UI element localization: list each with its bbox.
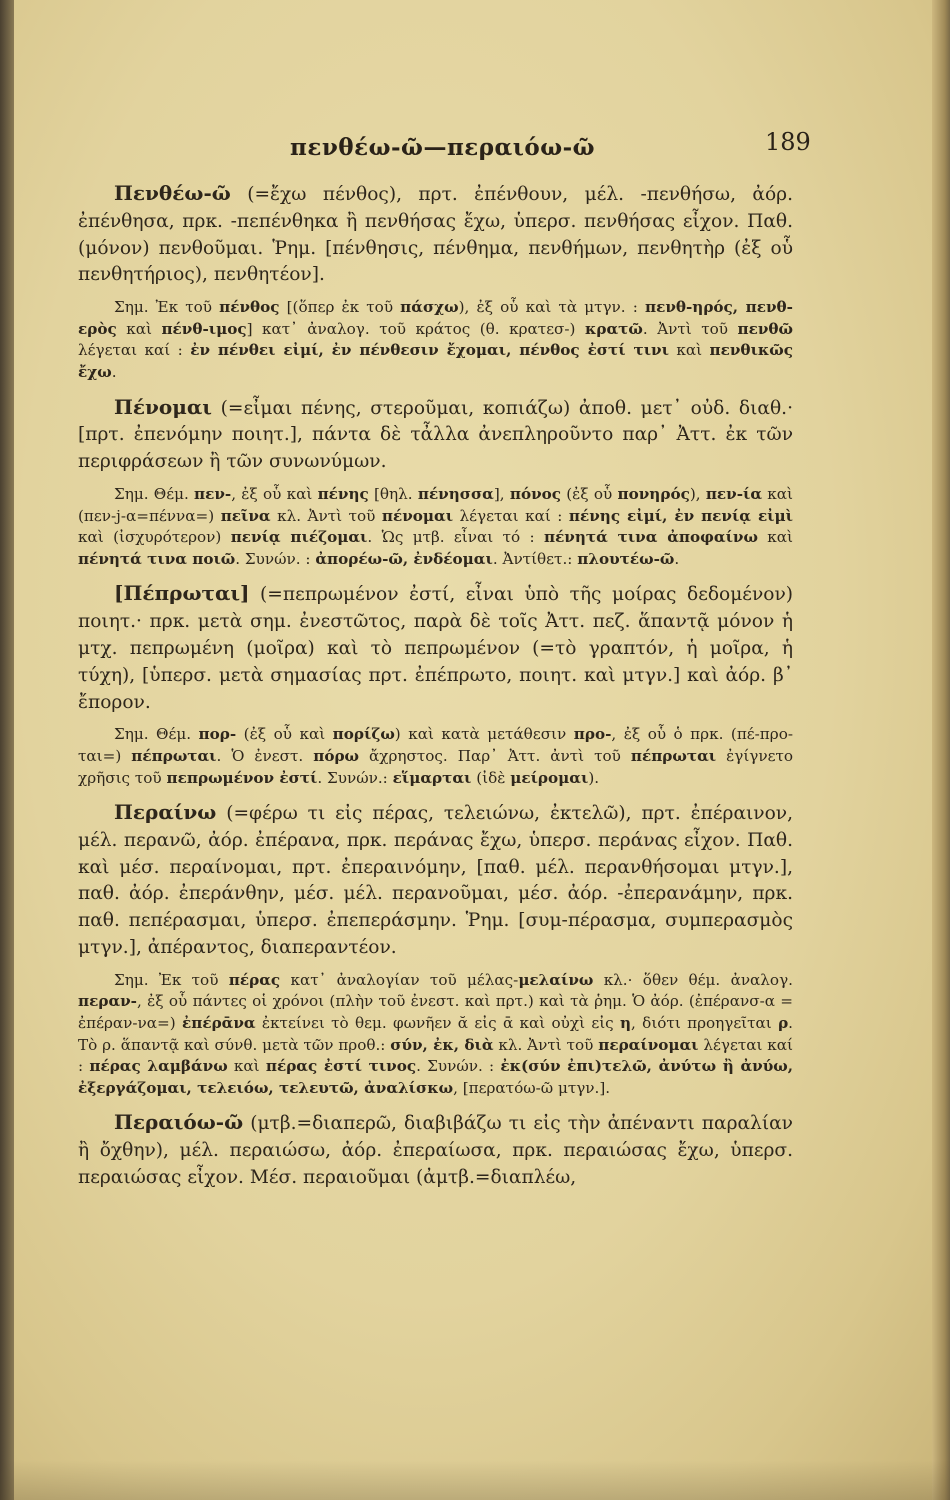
note-term: πέρας λαμβάνω [89, 1057, 228, 1076]
note-term: πέπρωται [630, 746, 717, 765]
note-term: πένομαι [381, 506, 454, 525]
note-term: πένθ-ιμος [161, 319, 247, 338]
note-term: πόρω [313, 746, 360, 765]
note-text: κατ᾽ ἀναλογίαν τοῦ μέλας- [280, 970, 519, 989]
page-header [0, 128, 950, 168]
note-term: πορίζω [332, 725, 395, 744]
note-term: πενθῶ [737, 319, 794, 338]
note-term: ἀπορέω-ῶ, ἐνδέομαι [315, 549, 493, 568]
page-number: 189 [765, 128, 811, 156]
entry-block [78, 394, 793, 571]
note-text: καὶ [668, 341, 710, 360]
note-text: (ἐξ οὗ καὶ [236, 725, 333, 744]
note-text: . Συνών. : [416, 1057, 501, 1076]
note-text: Σημ. Θέμ. [114, 725, 199, 744]
note-text: . Ὡς μτβ. εἶναι τό : [367, 528, 544, 547]
note-text: . Συνών. : [235, 549, 316, 568]
note-term: πεῖνα [220, 506, 271, 525]
note-text: , ἐξ οὗ πάντες οἱ χρόνοι (πλὴν τοῦ ἐνεστ. καὶ πρτ.) καὶ τὰ ῥημ. Ὁ ἀόρ. (ἐπέρανσ-α = ἐπέραν-να=) [78, 992, 793, 1033]
note-term: πέρας [228, 970, 281, 989]
note-text: (ἐξ οὗ [561, 484, 618, 503]
note-term: περαίνομαι [598, 1035, 699, 1054]
page-bottom-shadow [0, 1460, 950, 1500]
note-text: Σημ. Ἐκ τοῦ [114, 970, 229, 989]
note-text: , [περατόω-ῶ μτγν.]. [453, 1078, 611, 1097]
note-text: (ἰδὲ [471, 768, 511, 787]
dictionary-entry [78, 1109, 793, 1191]
entry-block [78, 580, 793, 789]
note-text: ] κατ᾽ ἀναλογ. τοῦ κράτος (θ. κρατεσ-) [246, 319, 585, 338]
entry-block [78, 1109, 793, 1191]
note-term: προ- [573, 725, 612, 744]
note-term: πέπρωται [131, 746, 217, 765]
note-term: πάσχω [400, 298, 459, 317]
note-term: μείρομαι [510, 768, 589, 787]
entry-text: (μτβ.=διαπερῶ, διαβιβάζω τι εἰς τὴν ἀπέναντι παραλίαν ἢ ὄχθην), μέλ. περαιώσω, ἀόρ. ἐπεραίωσα, πρκ. περαιώσας ἔχω, ὑπερσ. περαιώσας εἶχον. Μέσ. περαιοῦμαι (ἀμτβ.=διαπλέω, [78, 1113, 793, 1189]
entry-text: (=ἔχω πένθος), πρτ. ἐπένθουν, μέλ. -πενθήσω, ἀόρ. ἐπένθησα, πρκ. -πεπένθηκα ἢ πενθήσας ἔχω, ὑπερσ. πενθήσας εἶχον. Παθ. (μόνον) πενθοῦμαι. Ῥημ. [πένθησις, πένθημα, πενθήμων, πενθητὴρ (ἐξ οὗ πενθητήριος), πενθητέον]. [78, 184, 793, 286]
entry-note [78, 297, 793, 383]
note-text: κλ. Ἀντὶ τοῦ [270, 506, 382, 525]
note-term: πέρας ἐστί τινος [265, 1057, 417, 1076]
note-term: ἐν πένθει εἰμί, ἐν πένθεσιν ἔχομαι, πένθος ἐστί τινι [190, 341, 669, 360]
entry-headword: Πένομαι [114, 394, 212, 419]
entry-note [78, 484, 793, 570]
note-text: κλ.· ὅθεν θέμ. ἀναλογ. [593, 970, 793, 989]
note-term: πεν-ία [705, 484, 763, 503]
note-text: Σημ. Θέμ. [114, 484, 195, 503]
note-text: [θηλ. [368, 484, 418, 503]
note-text: καὶ [757, 528, 794, 547]
note-term: πένης εἰμί, ἐν πενίᾳ εἰμὶ [568, 506, 793, 525]
entry-headword: [Πέπρωται] [114, 581, 250, 606]
note-term: εἵμαρται [392, 768, 472, 787]
note-term: πόνος [509, 484, 561, 503]
note-text: . Ἀντίθετ.: [492, 549, 578, 568]
note-term: σύν, ἐκ, διὰ [390, 1035, 494, 1054]
dictionary-entry [78, 180, 793, 289]
note-text: . Ἀντὶ τοῦ [642, 319, 738, 338]
entry-headword: Περαίνω [114, 800, 217, 825]
note-term: πεν- [194, 484, 232, 503]
note-term: ἐκ(σύν ἐπι)τελῶ, ἀνύτω ἢ ἀνύω, ἐξεργάζομαι, τελειόω, τελευτῶ, ἀναλίσκω [78, 1057, 793, 1097]
note-text: , ἐξ οὗ ὁ πρκ. (πέ-προ-ται=) [78, 725, 793, 765]
note-term: πένητά τινα ἀποφαίνω [543, 528, 758, 547]
note-text: Σημ. Ἐκ τοῦ [114, 298, 220, 317]
note-text: ἐκτείνει τὸ θεμ. φωνῆεν ᾰ εἰς ᾱ καὶ οὐχὶ εἰς [255, 1014, 620, 1033]
dictionary-entry [78, 799, 793, 962]
note-text: καὶ [227, 1057, 266, 1076]
note-text: , διότι προηγεῖται [631, 1014, 779, 1033]
note-term: πεπρωμένον ἐστί [166, 768, 318, 787]
entry-headword: Πενθέω-ῶ [114, 181, 231, 205]
note-text: ) καὶ κατὰ μετάθεσιν [394, 725, 574, 744]
note-text: . Ὁ ἐνεστ. [216, 746, 314, 765]
note-term: πένητά τινα ποιῶ [78, 549, 236, 568]
note-text: [(ὅπερ ἐκ τοῦ [279, 298, 401, 317]
note-text: ). [588, 768, 600, 787]
note-text: ἐγίγνετο χρῆσις τοῦ [78, 746, 794, 787]
note-text: , ἐξ οὗ καὶ [231, 484, 318, 503]
note-text: . [111, 362, 117, 381]
dictionary-content [78, 180, 793, 1200]
page-binding-edge [0, 0, 14, 1500]
note-text: . [674, 549, 680, 568]
note-text: λέγεται καί : [78, 341, 191, 360]
note-text: καὶ [116, 319, 162, 338]
note-text: ), ἐξ οὗ καὶ τὰ μτγν. : [458, 298, 645, 317]
note-term: πενθ-ηρός, πενθ-ερὸς [78, 298, 793, 338]
note-term: κρατῶ [585, 319, 643, 338]
entry-note [78, 724, 793, 789]
running-head: πενθέω-ῶ—περαιόω-ῶ [290, 134, 596, 161]
note-term: ἐπέρᾱνα [182, 1014, 256, 1033]
entry-block [78, 180, 793, 384]
page-right-edge [932, 0, 950, 1500]
note-term: πένθος [219, 298, 280, 317]
note-term: πενίᾳ πιέζομαι [230, 528, 368, 547]
note-text: . Τὸ ρ. ἅπαντᾷ καὶ σύνθ. μετὰ τῶν προθ.: [78, 1014, 793, 1054]
note-text: ἄχρηστος. Παρ᾽ Ἀττ. ἀντὶ τοῦ [359, 746, 631, 765]
entry-text: (=εἶμαι πένης, στεροῦμαι, κοπιάζω) ἀποθ. μετ᾽ οὐδ. διαθ.· [πρτ. ἐπενόμην ποιητ.], πάντα δὲ τἆλλα ἀνεπληροῦντο παρ᾽ Ἀττ. ἐκ τῶν περιφράσεων ἢ τῶν συνωνύμων. [78, 397, 793, 473]
note-term: πένησσα [417, 484, 494, 503]
note-term: ρ [778, 1014, 789, 1033]
note-text: λέγεται καί : [78, 1035, 793, 1076]
dictionary-entry [78, 580, 793, 716]
note-term: πένης [317, 484, 369, 503]
note-text: καὶ (ἰσχυρότερον) [78, 528, 231, 547]
note-text: κλ. Ἀντὶ τοῦ [493, 1035, 599, 1054]
note-text: ], [493, 484, 510, 503]
note-term: πλουτέω-ῶ [577, 549, 675, 568]
note-text: καὶ (πεν-j-α=πέννα=) [78, 484, 793, 525]
note-term: περαν- [78, 992, 137, 1011]
note-term: πενθικῶς ἔχω [78, 341, 794, 381]
note-term: πονηρός [617, 484, 690, 503]
note-text: ), [689, 484, 706, 503]
note-term: μελαίνω [518, 970, 594, 989]
entry-headword: Περαιόω-ῶ [114, 1110, 244, 1135]
entry-text: (=φέρω τι εἰς πέρας, τελειώνω, ἐκτελῶ), πρτ. ἐπέραινον, μέλ. περανῶ, ἀόρ. ἐπέρανα, πρκ. περάνας ἔχω, ὑπερσ. περάνας εἶχον. Παθ. καὶ μέσ. περαίνομαι, πρτ. ἐπεραινόμην, [παθ. μέλ. περανθήσομαι μτγν.], παθ. ἀόρ. ἐπεράνθην, μέσ. μέλ. περανοῦμαι, μέσ. ἀόρ. -ἐπερανάμην, πρκ. παθ. πεπέρασμαι, ὑπερσ. ἐπεπεράσμην. Ῥημ. [συμ-πέρασμα, συμπερασμὸς μτγν.], ἀπέραντος, διαπεραντέον. [78, 803, 793, 959]
entry-note [78, 970, 793, 1100]
entry-text: (=πεπρωμένον ἐστί, εἶναι ὑπὸ τῆς μοίρας δεδομένον) ποιητ.· πρκ. μετὰ σημ. ἐνεστῶτος, παρὰ δὲ τοῖς Ἀττ. πεζ. ἅπαντᾷ μόνον ἡ μτχ. πεπρωμένη (μοῖρα) καὶ τὸ πεπρωμένον (=τὸ γραπτόν, ἡ μοῖρα, ἡ τύχη), [ὑπερσ. μετὰ σημασίας πρτ. ἐπέπρωτο, ποιητ. καὶ μτγν.] καὶ ἀόρ. β᾽ ἔπορον. [78, 584, 793, 713]
dictionary-entry [78, 394, 793, 476]
note-term: η [620, 1014, 632, 1033]
note-text: . Συνών.: [317, 768, 393, 787]
note-term: πορ- [198, 725, 237, 744]
entry-block [78, 799, 793, 1099]
note-text: λέγεται καί : [453, 506, 569, 525]
